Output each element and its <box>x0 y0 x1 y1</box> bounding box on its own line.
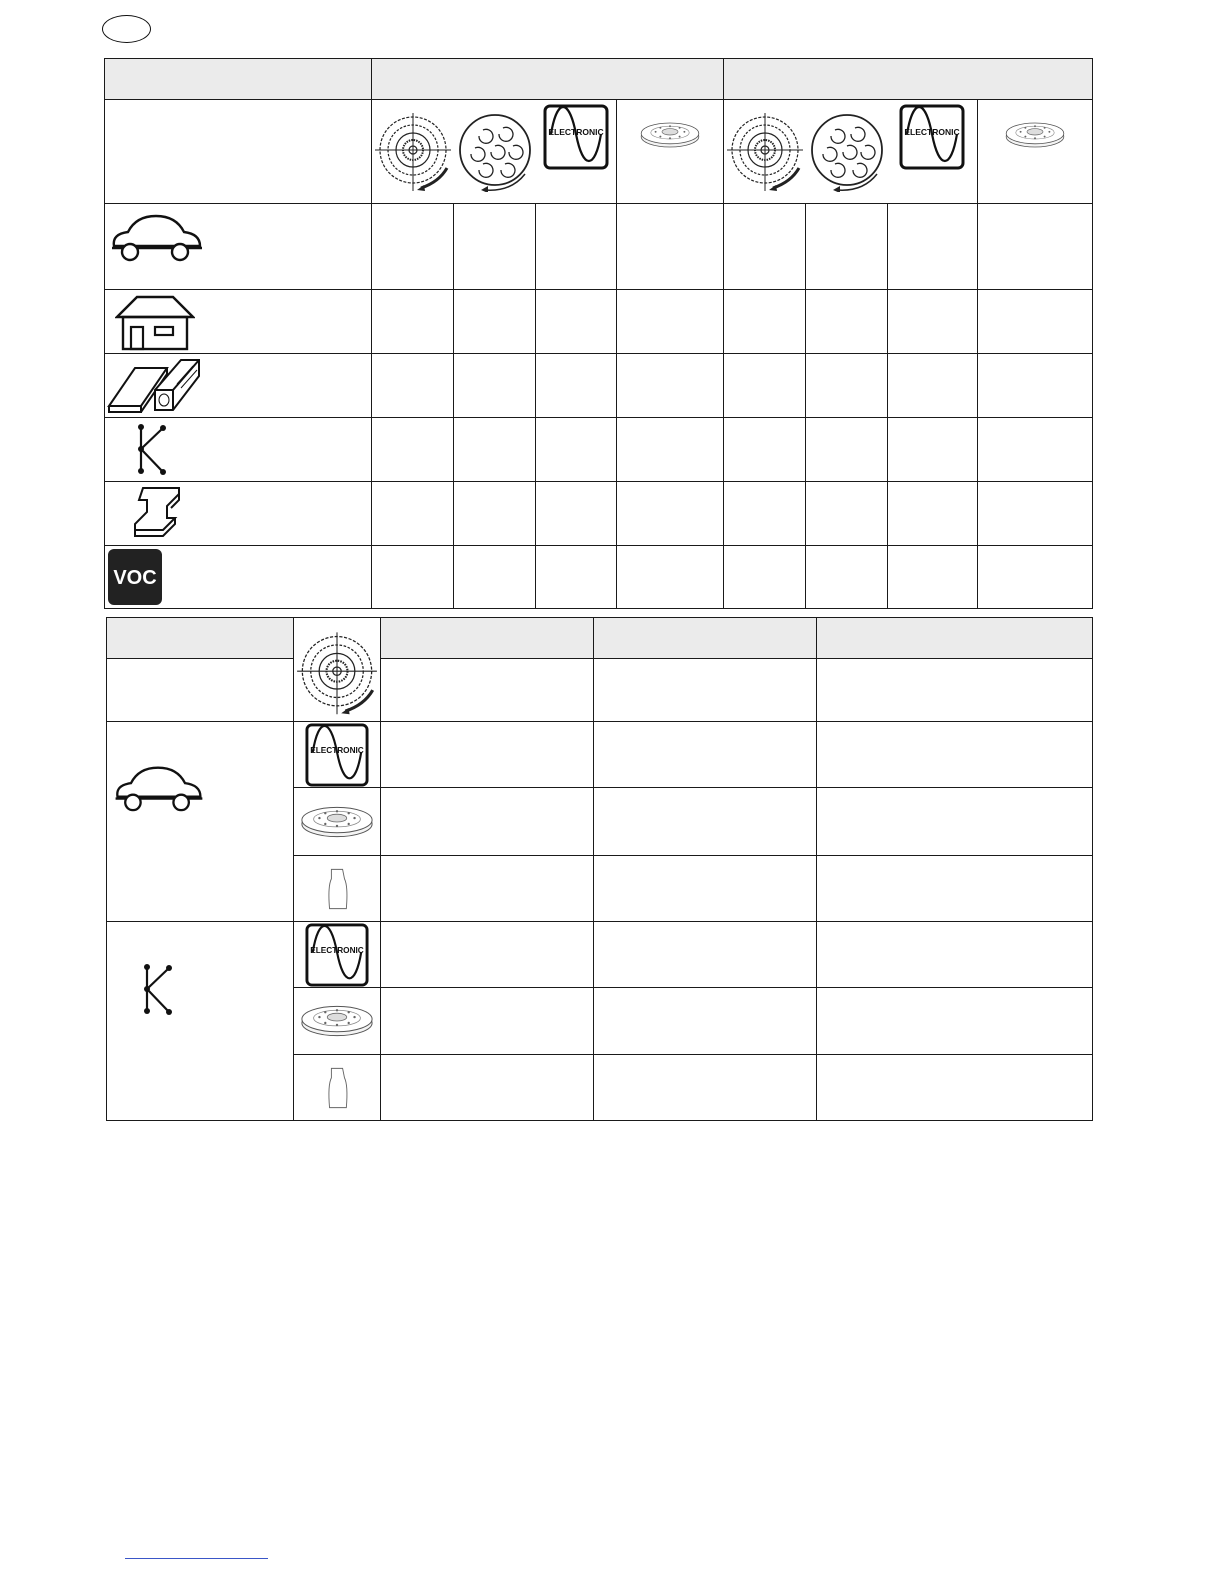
electronic-label: ELECTRONIC <box>310 945 364 955</box>
electronic-speed-icon <box>294 722 381 788</box>
electronic-speed-icon <box>888 100 978 204</box>
electronic-label: ELECTRONIC <box>548 127 604 137</box>
header-group-1 <box>372 59 724 100</box>
voc-paint-icon <box>105 546 372 609</box>
sanding-pad-icon <box>294 988 381 1055</box>
electronic-label: ELECTRONIC <box>310 745 364 755</box>
settings-header-col-2 <box>594 618 817 659</box>
pictogram-label-cell <box>105 100 372 204</box>
application-table <box>104 58 1093 609</box>
table-row-filler-electronic <box>107 922 1093 988</box>
rotary-sanding-icon <box>294 618 381 722</box>
rotary-sanding-icon <box>372 100 454 204</box>
settings-header-col-3 <box>817 618 1093 659</box>
table-row-voc <box>105 546 1093 609</box>
settings-subheader-row <box>107 659 1093 722</box>
footer-link-underline <box>125 1558 268 1559</box>
header-row <box>105 59 1093 100</box>
settings-header-col-1 <box>381 618 594 659</box>
filler-k-icon <box>105 418 372 482</box>
eccentric-sanding-icon <box>806 100 888 204</box>
electronic-speed-icon <box>536 100 617 204</box>
rotary-sanding-icon <box>724 100 806 204</box>
electronic-speed-icon <box>294 922 381 988</box>
steel-beam-icon <box>105 482 372 546</box>
table-row-wood <box>105 354 1093 418</box>
electronic-label: ELECTRONIC <box>904 127 960 137</box>
header-label-cell <box>105 59 372 100</box>
language-badge <box>102 15 151 43</box>
car-icon <box>107 722 294 922</box>
table-row-metal <box>105 482 1093 546</box>
settings-table <box>106 617 1093 1121</box>
header-group-2 <box>724 59 1093 100</box>
filler-k-icon <box>107 922 294 1121</box>
table-row-filler <box>105 418 1093 482</box>
polish-bottle-icon <box>294 1055 381 1121</box>
sanding-pad-icon <box>294 788 381 856</box>
voc-label: VOC <box>113 567 157 589</box>
pictogram-row <box>105 100 1093 204</box>
settings-header-row <box>107 618 1093 659</box>
sanding-pad-icon <box>978 100 1093 204</box>
table-row-car-electronic <box>107 722 1093 788</box>
house-icon <box>105 290 372 354</box>
polish-bottle-icon <box>294 856 381 922</box>
settings-header-label <box>107 618 294 659</box>
sanding-pad-icon <box>617 100 724 204</box>
wood-boards-icon <box>105 354 372 418</box>
table-row-car <box>105 204 1093 290</box>
table-row-house <box>105 290 1093 354</box>
car-icon <box>105 204 372 290</box>
eccentric-sanding-icon <box>454 100 536 204</box>
